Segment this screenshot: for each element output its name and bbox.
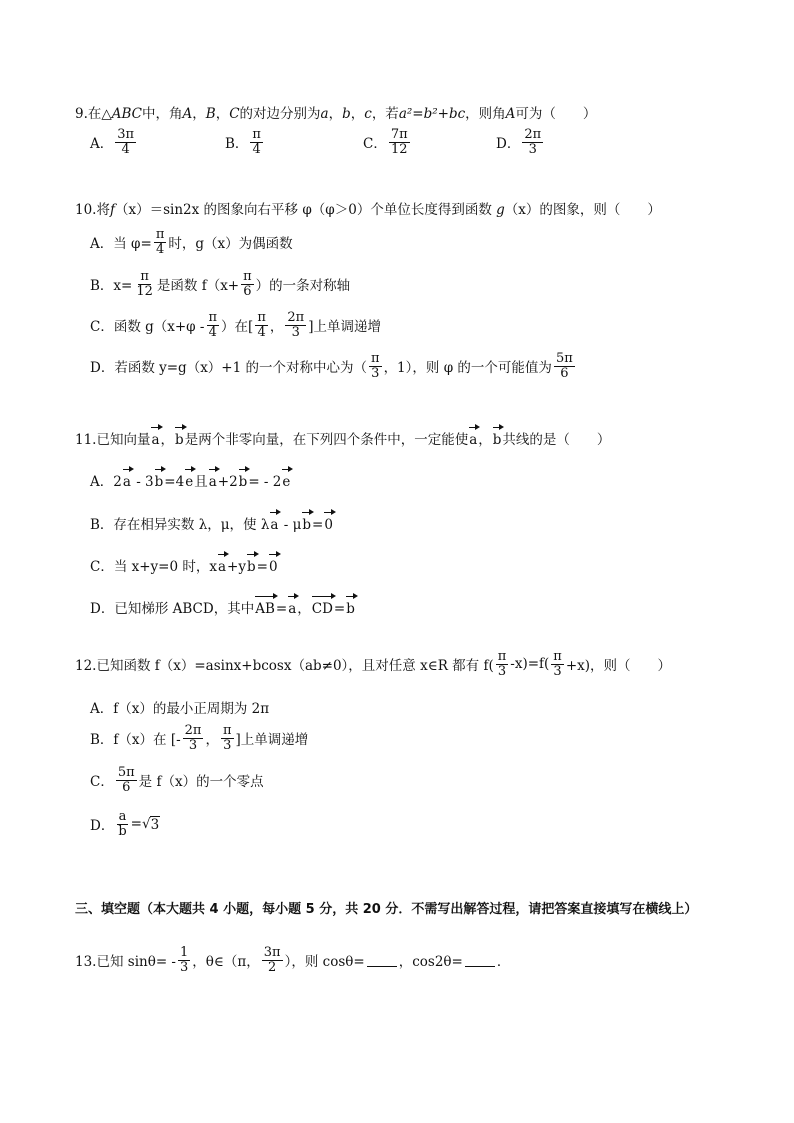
question-12-stem: 12.已知函数 f（x）=asinx+bcosx（ab≠0），且对任意 x∈R 都有 f( $\frac{\pi}{3}$ -x)=f( $\frac{\pi}{3}$ +x)，则（ ） — [75, 649, 672, 679]
q11-option-d[interactable]: D．已知梯形 ABCD，其中AB=a，CD=b — [90, 601, 355, 617]
q9-option-a[interactable]: A． $\frac{3\pi}{4}$ — [90, 127, 135, 157]
answer-blank-cos[interactable] — [367, 954, 397, 967]
question-9-options — [90, 128, 730, 168]
question-13-stem: 13.已知 sinθ= - $\frac{1}{3}$ ，θ∈（π， $\frac{3\pi}{2}$ ），则 cosθ= ，cos2θ= ． — [75, 945, 511, 975]
answer-blank-cos2[interactable] — [465, 954, 495, 967]
q11-option-a[interactable]: A．2a - 3b=4e且a+2b= - 2e — [90, 474, 291, 490]
question-11-stem: 11.已知向量a，b是两个非零向量，在下列四个条件中，一定能使a，b共线的是（ ） — [75, 432, 611, 448]
q12-option-c[interactable]: C． $\frac{5\pi}{6}$ 是 f（x）的一个零点 — [90, 765, 264, 795]
q9-option-d[interactable]: D． $\frac{2\pi}{3}$ — [496, 127, 542, 157]
q9-option-b[interactable]: B． $\frac{\pi}{4}$ — [225, 127, 261, 157]
section-3-heading: 三、填空题（本大题共 4 小题，每小题 5 分，共 20 分．不需写出解答过程，请把答案直接填写在横线上） — [75, 902, 698, 917]
q10-option-a[interactable]: A．当 φ= $\frac{\pi}{4}$ 时，g（x）为偶函数 — [90, 227, 293, 257]
q12-option-b[interactable]: B．f（x）在 [- $\frac{2\pi}{3}$ ， $\frac{\pi}{3}$ ]上单调递增 — [90, 723, 309, 753]
q10-option-d[interactable]: D．若函数 y=g（x）+1 的一个对称中心为（ $\frac{\pi}{3}$ ，1），则 φ 的一个可能值为 $\frac{5\pi}{6}$ — [90, 351, 573, 381]
question-10-stem: 10.将f（x）＝sin2x 的图象向右平移 φ（φ＞0）个单位长度得到函数 g（x）的图象，则（ ） — [75, 202, 661, 218]
q11-option-c[interactable]: C．当 x+y=0 时，xa+yb=0 — [90, 559, 278, 575]
question-9-stem: 9.在△ABC中，角A，B，C的对边分别为a，b，c，若a²=b²+bc，则角A可为（ ） — [75, 106, 597, 122]
q12-option-d[interactable]: D． $\frac{a}{b}$ =√ 3 — [90, 809, 160, 839]
q10-option-c[interactable]: C．函数 g（x+φ - $\frac{\pi}{4}$ ）在[ $\frac{\pi}{4}$ ， $\frac{2\pi}{3}$ ]上单调递增 — [90, 310, 381, 340]
q11-option-b[interactable]: B．存在相异实数 λ，μ，使 λa - μb=0 — [90, 517, 333, 533]
q10-option-b[interactable]: B．x= $\frac{\pi}{12}$ 是函数 f（x+ $\frac{\pi}{6}$ ）的一条对称轴 — [90, 269, 351, 299]
q12-option-a[interactable]: A．f（x）的最小正周期为 2π — [90, 701, 270, 717]
q9-option-c[interactable]: C． $\frac{7\pi}{12}$ — [363, 127, 408, 157]
